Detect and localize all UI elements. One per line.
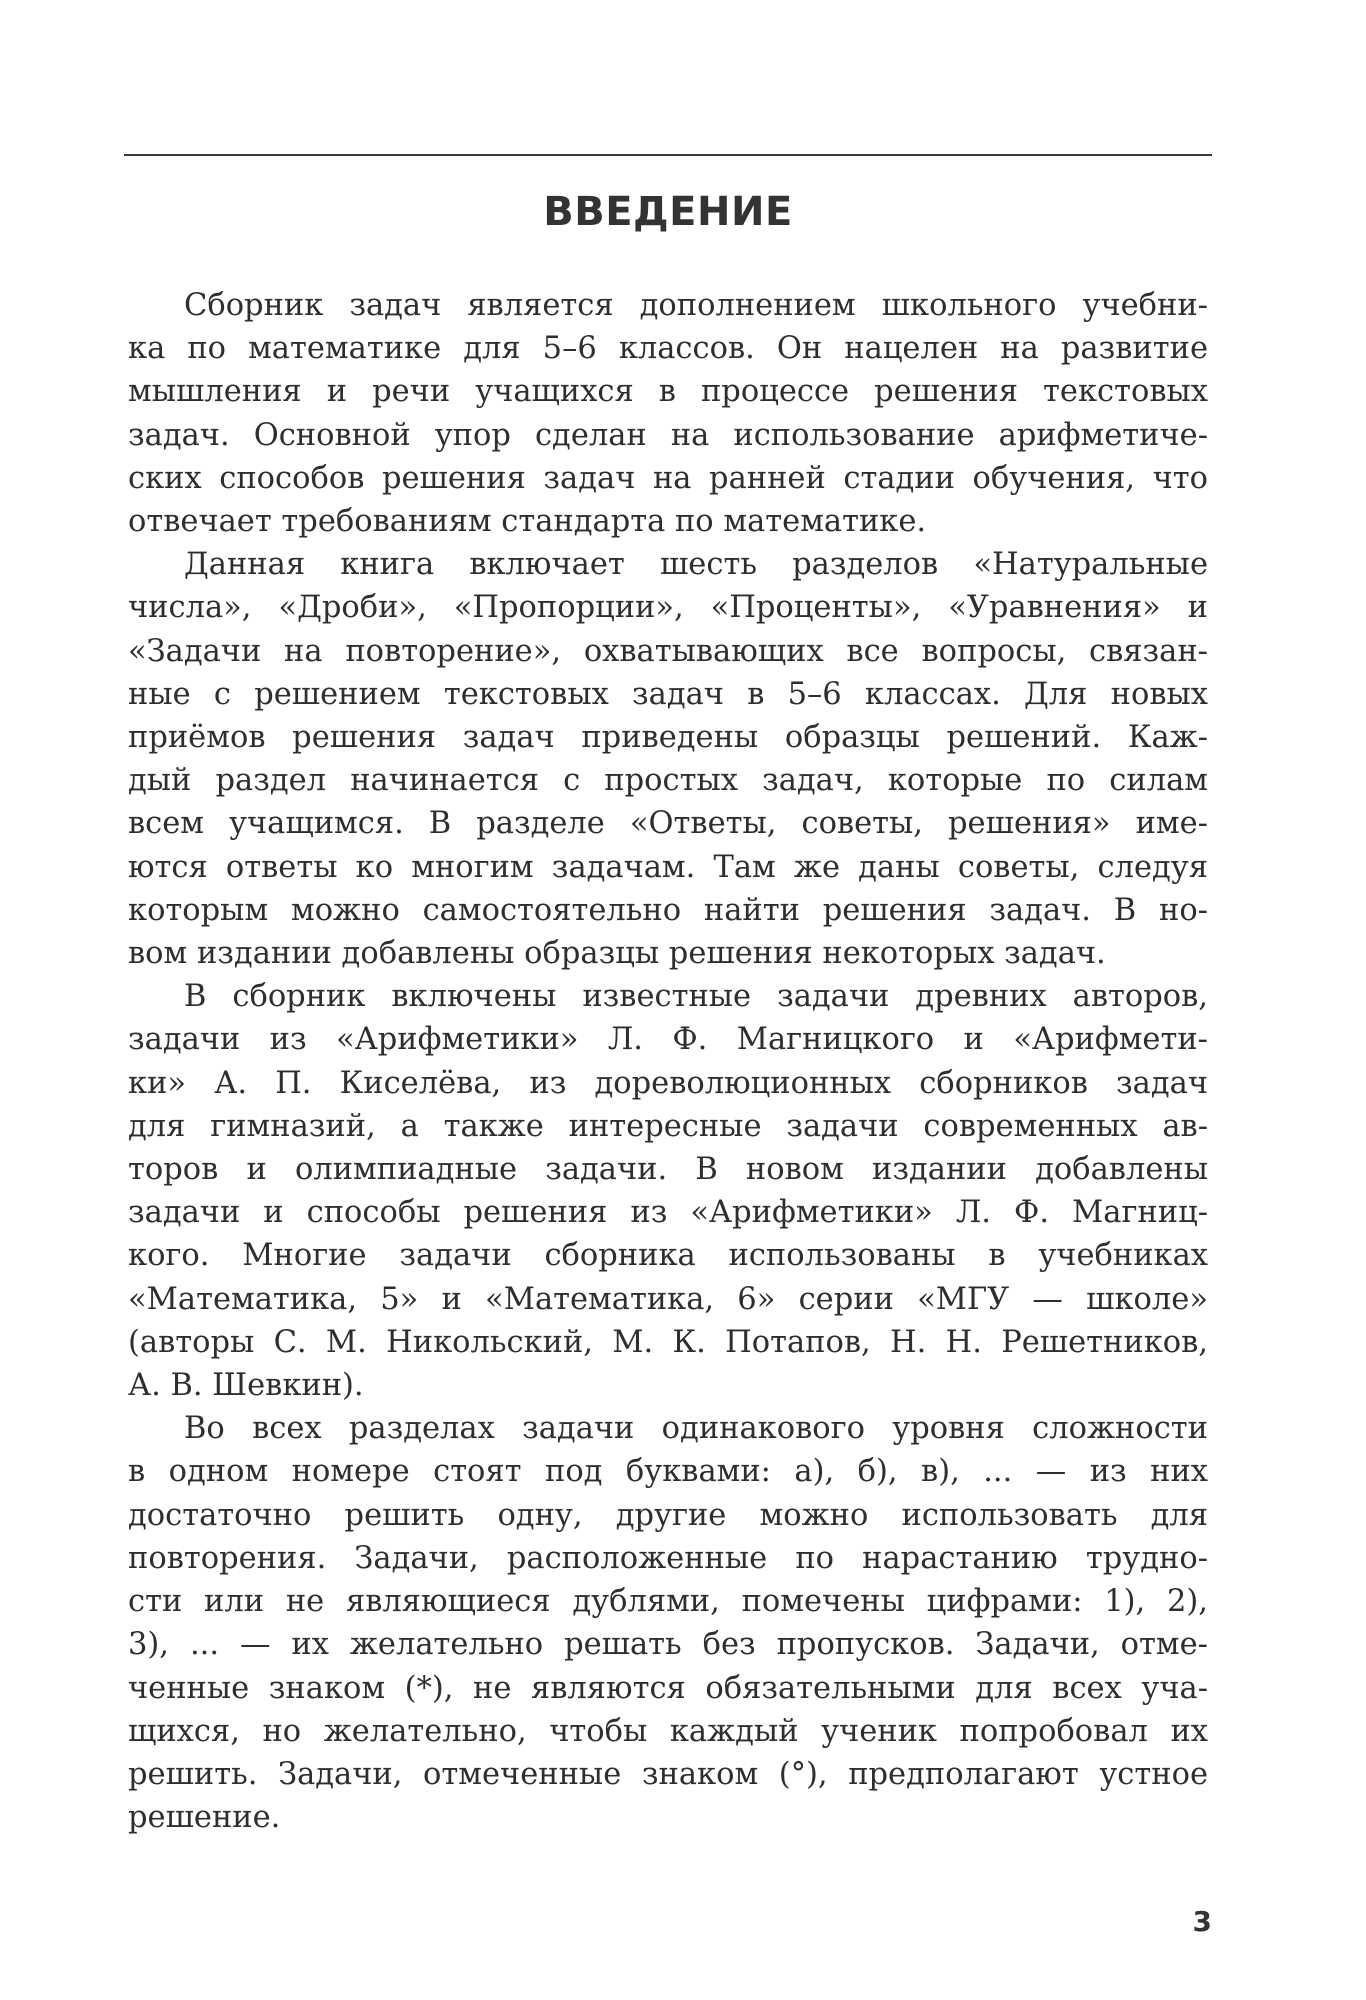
text-line: мышления и речи учащихся в процессе решения текстовых bbox=[128, 374, 1208, 410]
text-line: ются ответы ко многим задачам. Там же даны советы, следуя bbox=[128, 849, 1208, 885]
page-number: 3 bbox=[1192, 1905, 1212, 1938]
text-line: достаточно решить одну, другие можно использовать для bbox=[128, 1497, 1208, 1533]
text-line: всем учащимся. В разделе «Ответы, советы, решения» име- bbox=[128, 806, 1208, 842]
text-line: «Математика, 5» и «Математика, 6» серии «МГУ — школе» bbox=[128, 1281, 1208, 1317]
paragraph bbox=[128, 543, 1208, 975]
top-rule bbox=[124, 154, 1212, 156]
text-line: ные с решением текстовых задач в 5–6 классах. Для новых bbox=[128, 676, 1208, 712]
text-line: числа», «Дроби», «Пропорции», «Проценты», «Уравнения» и bbox=[128, 590, 1208, 626]
text-line: вом издании добавлены образцы решения некоторых задач. bbox=[128, 936, 1106, 972]
text-line: ка по математике для 5–6 классов. Он нацелен на развитие bbox=[128, 331, 1208, 367]
text-line: ских способов решения задач на ранней стадии обучения, что bbox=[128, 460, 1208, 496]
text-line: щихся, но желательно, чтобы каждый ученик попробовал их bbox=[128, 1713, 1208, 1749]
text-line: которым можно самостоятельно найти решения задач. В но- bbox=[128, 892, 1208, 928]
text-line: отвечает требованиям стандарта по математике. bbox=[128, 504, 927, 540]
text-line: для гимназий, а также интересные задачи современных ав- bbox=[128, 1108, 1208, 1144]
text-line: Во всех разделах задачи одинакового уровня сложности bbox=[184, 1411, 1208, 1447]
paragraph bbox=[128, 975, 1208, 1407]
text-line: торов и олимпиадные задачи. В новом издании добавлены bbox=[128, 1152, 1208, 1188]
text-line: кого. Многие задачи сборника использованы в учебниках bbox=[128, 1238, 1208, 1274]
text-line: дый раздел начинается с простых задач, которые по силам bbox=[128, 763, 1208, 799]
paragraph bbox=[128, 284, 1208, 543]
text-line: решить. Задачи, отмеченные знаком (°), предполагают устное bbox=[128, 1756, 1208, 1792]
text-line: повторения. Задачи, расположенные по нарастанию трудно- bbox=[128, 1540, 1208, 1576]
text-line: задачи из «Арифметики» Л. Ф. Магницкого и «Арифмети- bbox=[128, 1022, 1208, 1058]
text-line: решение. bbox=[128, 1800, 281, 1836]
text-line: в одном номере стоят под буквами: а), б), в), ... — из них bbox=[128, 1454, 1208, 1490]
text-line: задач. Основной упор сделан на использование арифметиче- bbox=[128, 417, 1208, 453]
text-line: (авторы С. М. Никольский, М. К. Потапов, Н. Н. Решетников, bbox=[128, 1324, 1208, 1360]
page-title: ВВЕДЕНИЕ bbox=[543, 189, 793, 235]
text-line: сти или не являющиеся дублями, помечены цифрами: 1), 2), bbox=[128, 1584, 1208, 1620]
text-line: ки» А. П. Киселёва, из дореволюционных сборников задач bbox=[128, 1065, 1208, 1101]
text-line: А. В. Шевкин). bbox=[128, 1368, 364, 1404]
text-line: ченные знаком (*), не являются обязательными для всех уча- bbox=[128, 1670, 1208, 1706]
paragraph bbox=[128, 1407, 1208, 1839]
body-text bbox=[128, 284, 1208, 1839]
text-line: Сборник задач является дополнением школьного учебни- bbox=[184, 288, 1208, 323]
text-line: приёмов решения задач приведены образцы решений. Каж- bbox=[128, 720, 1208, 756]
text-line: Данная книга включает шесть разделов «Натуральные bbox=[184, 547, 1208, 583]
text-line: В сборник включены известные задачи древних авторов, bbox=[184, 979, 1208, 1015]
text-line: задачи и способы решения из «Арифметики» Л. Ф. Магниц- bbox=[128, 1195, 1208, 1231]
text-line: «Задачи на повторение», охватывающих все вопросы, связан- bbox=[128, 633, 1208, 669]
text-line: 3), ... — их желательно решать без пропусков. Задачи, отме- bbox=[128, 1627, 1208, 1663]
